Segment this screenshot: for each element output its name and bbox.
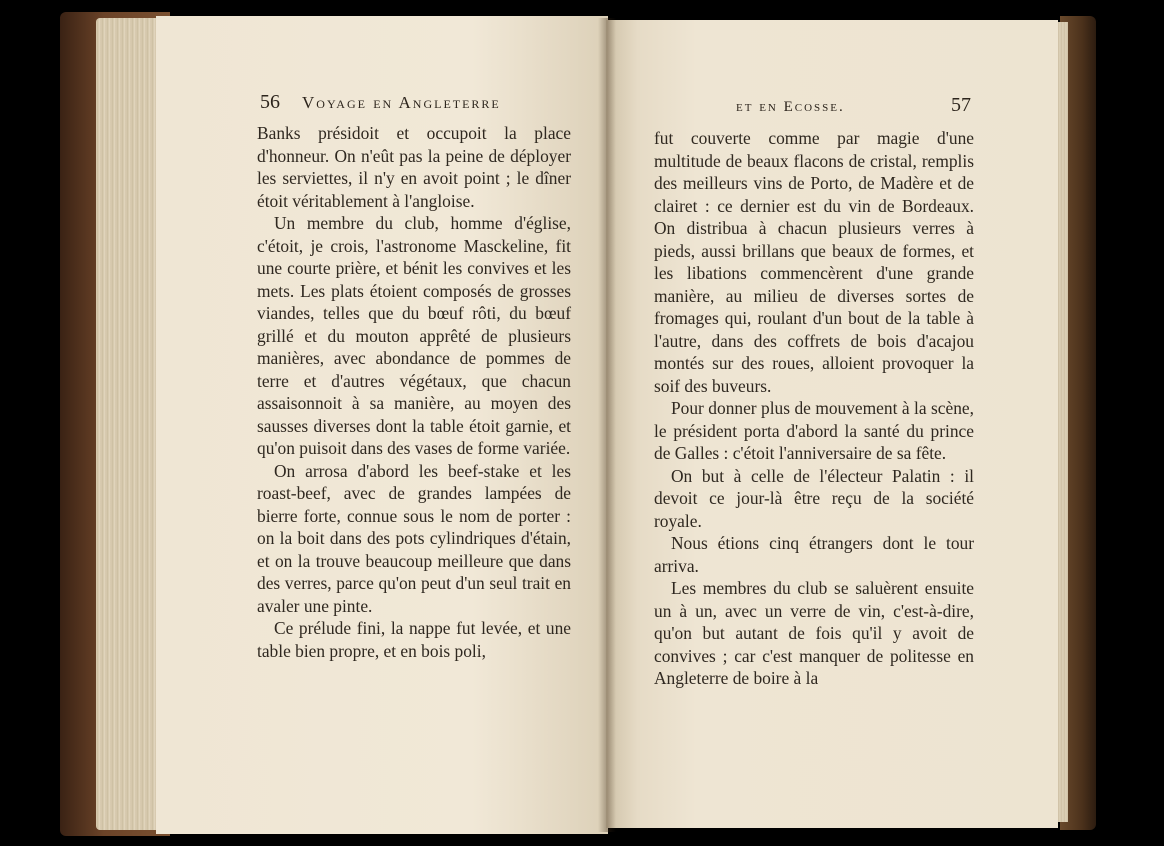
paragraph: Banks présidoit et occupoit la place d'honneur. On n'eût pas la peine de déployer les serviettes, il n'y en avoit point ; le dîner étoit véritablement à l'angloise.	[257, 123, 571, 211]
page-number: 56	[260, 91, 280, 113]
page-edges-left	[96, 18, 162, 830]
paragraph: Pour donner plus de mouvement à la scène, le président porta d'abord la santé du prince de Galles : c'étoit l'anniversaire de sa fête.	[654, 398, 974, 463]
paragraph: Un membre du club, homme d'église, c'étoit, je crois, l'astronome Masckeline, fit une courte prière, et bénit les convives et les mets. Les plats étoient composés de grosses viandes, telles que du bœuf rôti, du bœuf grillé et du mouton apprêté de plusieurs manières, avec abondance de pommes de terre et d'autres végétaux, que chacun assaisonnoit à sa manière, au moyen des sausses diverses dont la table étoit garnie, et qu'on puisoit dans des vases de forme variée.	[257, 213, 571, 458]
paragraph: Les membres du club se saluèrent ensuite un à un, avec un verre de vin, c'est-à-dire, qu'on but autant de fois qu'il y avoit de convives ; car c'est manquer de politesse en Angleterre de boire à la	[654, 578, 974, 688]
left-page	[156, 16, 608, 834]
right-page	[606, 20, 1058, 828]
book-gutter	[598, 18, 616, 832]
page-body	[257, 122, 571, 662]
paragraph: On arrosa d'abord les beef-stake et les roast-beef, avec de grandes lampées de bierre forte, connue sous le nom de porter : on la boit dans des pots cylindriques d'étain, et on la trouve beaucoup meilleure que dans des verres, parce qu'on peut d'un seul trait en avaler une pinte.	[257, 460, 571, 616]
paragraph: On but à celle de l'électeur Palatin : il devoit ce jour-là être reçu de la société royale.	[654, 465, 974, 531]
running-head: Voyage en Angleterre	[302, 93, 501, 112]
page-number: 57	[951, 94, 971, 116]
paragraph: Ce prélude fini, la nappe fut levée, et une table bien propre, et en bois poli,	[257, 618, 571, 661]
page-body	[654, 127, 974, 690]
paragraph: fut couverte comme par magie d'une multitude de beaux flacons de cristal, remplis des meilleurs vins de Porto, de Madère et de clairet : ce dernier est du vin de Bordeaux. On distribua à chacun plusieurs verres à pieds, aussi brillans que beaux de formes, et les libations commencèrent d'une grande manière, au milieu de diverses sortes de fromages qui, roulant d'un bout de la table à l'autre, dans des coffrets de bois d'acajou montés sur des roues, alloient provoquer la soif des buveurs.	[654, 128, 974, 396]
paragraph: Nous étions cinq étrangers dont le tour arriva.	[654, 533, 974, 576]
running-head: et en Ecosse.	[736, 99, 845, 115]
